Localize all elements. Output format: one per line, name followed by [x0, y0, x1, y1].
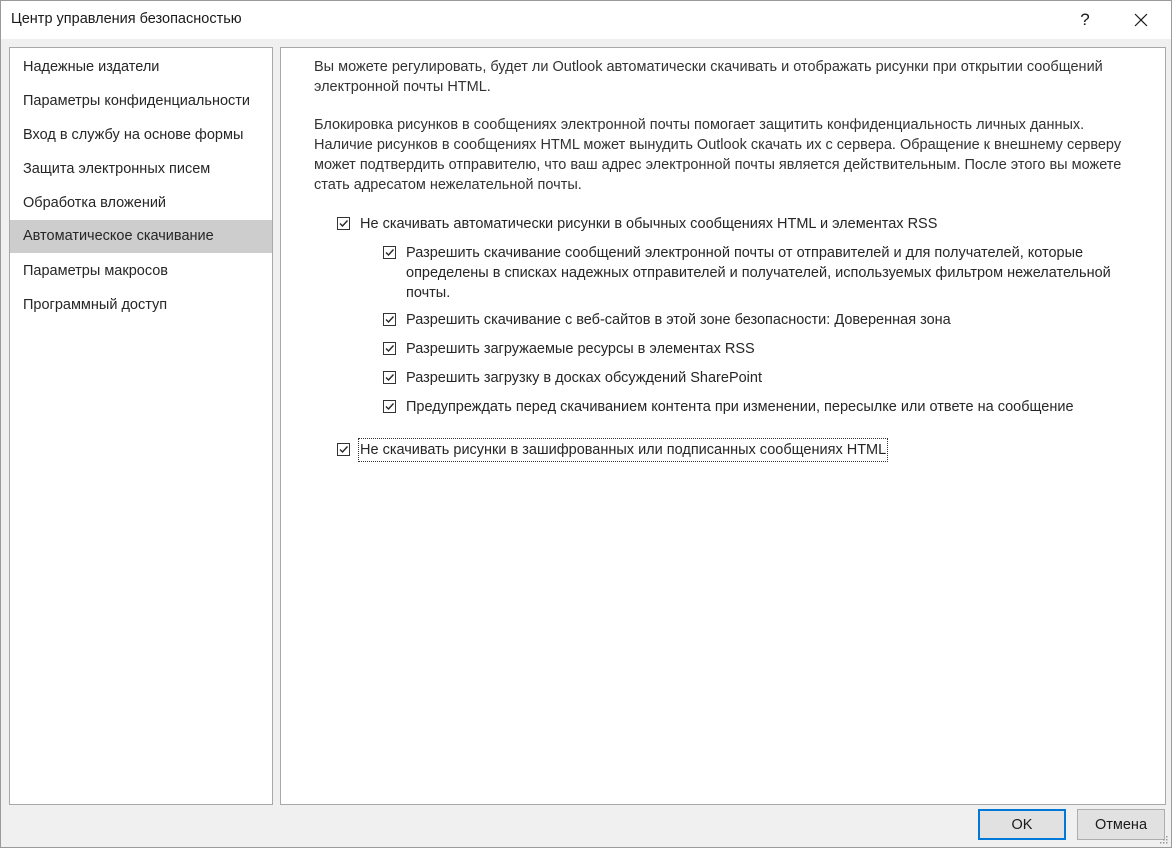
checkmark-icon: [384, 372, 395, 383]
allow-safe-senders-checkbox[interactable]: [383, 246, 396, 259]
nav-item-attachment-handling[interactable]: Обработка вложений: [23, 195, 167, 211]
close-button[interactable]: [1118, 1, 1164, 39]
close-icon: [1134, 13, 1148, 27]
nav-item-privacy-options[interactable]: Параметры конфиденциальности: [23, 93, 251, 109]
nav-item-email-security[interactable]: Защита электронных писем: [23, 161, 211, 177]
allow-safe-senders-label: Разрешить скачивание сообщений электронной почты от отправителей и для получателей, которые определены в списках надежных отправителей и получателей, используемых фильтром нежелательной почты.: [406, 245, 1111, 301]
title-bar: [1, 1, 1171, 39]
cancel-button[interactable]: Отмена: [1077, 809, 1165, 840]
no-auto-download-label: Не скачивать автоматически рисунки в обычных сообщениях HTML и элементах RSS: [360, 216, 938, 232]
checkmark-icon: [384, 401, 395, 412]
allow-trusted-zone-label: Разрешить скачивание с веб-сайтов в этой зоне безопасности: Доверенная зона: [406, 312, 951, 328]
warn-before-download-option[interactable]: [383, 397, 1074, 417]
nav-item-programmatic-access[interactable]: Программный доступ: [23, 297, 168, 313]
help-button[interactable]: ?: [1080, 10, 1090, 29]
category-list: [9, 47, 273, 805]
allow-trusted-zone-checkbox[interactable]: [383, 313, 396, 326]
nav-item-macro-settings[interactable]: Параметры макросов: [23, 263, 169, 279]
checkmark-icon: [384, 343, 395, 354]
ok-button[interactable]: OK: [978, 809, 1066, 840]
allow-sharepoint-checkbox[interactable]: [383, 371, 396, 384]
allow-rss-label: Разрешить загружаемые ресурсы в элементах RSS: [406, 341, 755, 357]
no-encrypted-download-checkbox[interactable]: [337, 443, 350, 456]
nav-item-trusted-publishers[interactable]: Надежные издатели: [23, 59, 160, 75]
checkmark-icon: [384, 314, 395, 325]
warning-text: Блокировка рисунков в сообщениях электронной почты помогает защитить конфиденциальность личных данных. Наличие рисунков в сообщениях HTML может вынудить Outlook скачать их с сервера. Обращение к внешнему серверу может подтвердить отправителю, что ваш адрес электронной почты является действительным. После этого вы можете стать адресатом нежелательной почты.: [314, 117, 1122, 193]
nav-item-form-based-signin[interactable]: Вход в службу на основе формы: [23, 127, 244, 143]
checkmark-icon: [338, 444, 349, 455]
intro-text: Вы можете регулировать, будет ли Outlook автоматически скачивать и отображать рисунки при открытии сообщений электронной почты HTML.: [314, 59, 1103, 95]
resize-grip-icon[interactable]: [1158, 834, 1168, 844]
allow-rss-option[interactable]: [383, 339, 755, 359]
checkmark-icon: [338, 218, 349, 229]
nav-item-automatic-download[interactable]: Автоматическое скачивание: [10, 220, 272, 253]
warn-before-download-checkbox[interactable]: [383, 400, 396, 413]
no-auto-download-checkbox[interactable]: [337, 217, 350, 230]
checkmark-icon: [384, 247, 395, 258]
dialog-title: Центр управления безопасностью: [11, 11, 242, 27]
warn-before-download-label: Предупреждать перед скачиванием контента при изменении, пересылке или ответе на сообщение: [406, 399, 1074, 415]
no-encrypted-download-option[interactable]: [337, 440, 886, 460]
allow-sharepoint-label: Разрешить загрузку в досках обсуждений SharePoint: [406, 370, 762, 386]
allow-rss-checkbox[interactable]: [383, 342, 396, 355]
no-encrypted-download-label: Не скачивать рисунки в зашифрованных или подписанных сообщениях HTML: [360, 442, 887, 458]
content-pane: [280, 47, 1166, 805]
no-auto-download-option[interactable]: [337, 214, 937, 234]
allow-sharepoint-option[interactable]: [383, 368, 762, 388]
allow-safe-senders-option[interactable]: [383, 243, 1143, 303]
allow-trusted-zone-option[interactable]: [383, 310, 951, 330]
